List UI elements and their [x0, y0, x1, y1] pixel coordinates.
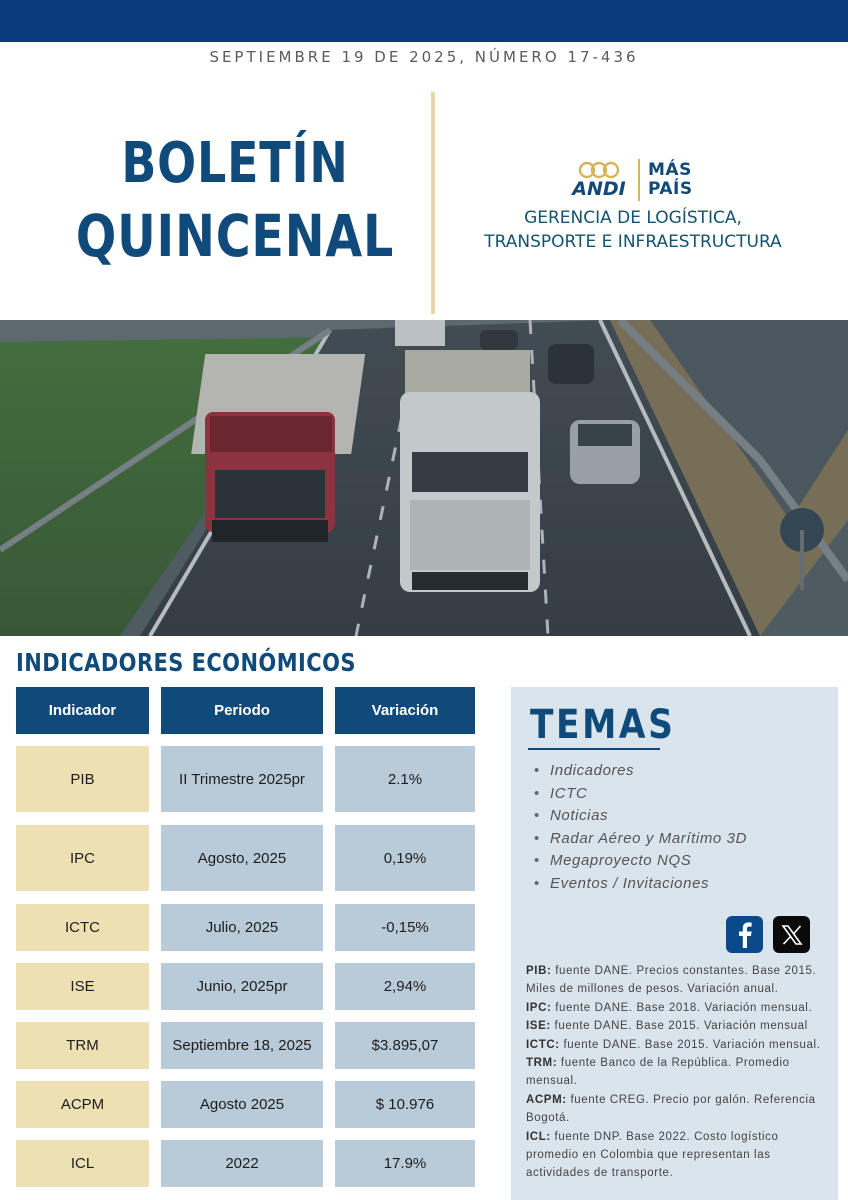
note-label: PIB:: [526, 965, 552, 977]
note-ictc: [526, 1036, 826, 1054]
note-label: ICL:: [526, 1130, 551, 1143]
note-text: fuente DNP. Base 2022. Costo logístico promedio en Colombia que representan las actividades de transporte.: [526, 1130, 779, 1180]
table-header-indicador: Indicador: [16, 687, 149, 734]
trucks-highway-photo-icon: [0, 320, 848, 636]
andi-mark-icon: [577, 161, 621, 179]
note-label: ACPM:: [526, 1093, 567, 1106]
issue-date-line: SEPTIEMBRE 19 DE 2025, NÚMERO 17-436: [209, 48, 639, 66]
hero-trucks-highway-image: [0, 320, 848, 636]
table-cell-periodo: Julio, 2025: [161, 904, 323, 951]
pais-logo-text: PAÍS: [648, 179, 693, 199]
note-text: fuente DANE. Base 2015. Variación mensual.: [559, 1038, 821, 1051]
temas-list: [550, 760, 747, 895]
mas-logo-text: MÁS: [648, 160, 692, 180]
note-pib: [526, 962, 826, 999]
temas-item-ictc[interactable]: • ICTC: [550, 783, 747, 806]
temas-item-noticias[interactable]: • Noticias: [550, 805, 747, 828]
table-cell-periodo: Septiembre 18, 2025: [161, 1022, 323, 1069]
table-header-variacion: Variación: [335, 687, 475, 734]
x-icon: [781, 924, 803, 946]
temas-underline: [528, 748, 660, 750]
table-cell-indicador: PIB: [16, 746, 149, 812]
andi-mas-pais-logo: [568, 158, 693, 202]
table-cell-indicador: ICTC: [16, 904, 149, 951]
note-text: fuente CREG. Precio por galón. Referencia Bogotá.: [526, 1093, 816, 1125]
note-text: fuente Banco de la República. Promedio mensual.: [526, 1057, 790, 1088]
logo-separator: [638, 159, 640, 201]
table-cell-variacion: 17.9%: [335, 1140, 475, 1187]
table-cell-variacion: $ 10.976: [335, 1081, 475, 1128]
note-label: ICTC:: [526, 1038, 560, 1051]
table-cell-periodo: Junio, 2025pr: [161, 963, 323, 1010]
temas-item-megaproyecto[interactable]: • Megaproyecto NQS: [550, 850, 747, 873]
table-cell-variacion: -0,15%: [335, 904, 475, 951]
table-cell-periodo: 2022: [161, 1140, 323, 1187]
table-cell-periodo: Agosto 2025: [161, 1081, 323, 1128]
bulletin-title: [40, 128, 430, 272]
indicadores-title: INDICADORES ECONÓMICOS: [16, 648, 356, 677]
table-cell-variacion: 2,94%: [335, 963, 475, 1010]
table-header-periodo: Periodo: [161, 687, 323, 734]
note-ise: [526, 1017, 826, 1035]
note-text: fuente DANE. Base 2015. Variación mensual: [550, 1020, 808, 1033]
title-line-1: BOLETÍN: [121, 131, 349, 196]
top-banner-bar: [0, 0, 848, 42]
table-cell-indicador: ACPM: [16, 1081, 149, 1128]
table-cell-periodo: Agosto, 2025: [161, 825, 323, 891]
table-cell-indicador: ISE: [16, 963, 149, 1010]
table-cell-variacion: 2.1%: [335, 746, 475, 812]
note-acpm: [526, 1091, 826, 1128]
note-label: TRM:: [526, 1057, 558, 1070]
note-text: fuente DANE. Base 2018. Variación mensual.: [551, 1001, 813, 1014]
facebook-icon: [734, 922, 756, 948]
table-cell-indicador: TRM: [16, 1022, 149, 1069]
table-cell-periodo: II Trimestre 2025pr: [161, 746, 323, 812]
gerencia-line-2: TRANSPORTE E INFRAESTRUCTURA: [484, 232, 782, 252]
temas-title: TEMAS: [530, 702, 676, 748]
source-notes: [526, 962, 826, 1183]
x-link[interactable]: [773, 916, 810, 953]
note-label: ISE:: [526, 1020, 551, 1033]
table-cell-variacion: 0,19%: [335, 825, 475, 891]
table-cell-variacion: $3.895,07: [335, 1022, 475, 1069]
temas-item-indicadores[interactable]: • Indicadores: [550, 760, 747, 783]
header-divider: [431, 92, 435, 314]
note-icl: [526, 1128, 826, 1183]
temas-item-radar[interactable]: • Radar Aéreo y Marítimo 3D: [550, 828, 747, 851]
table-cell-indicador: IPC: [16, 825, 149, 891]
note-ipc: [526, 999, 826, 1017]
note-trm: [526, 1054, 826, 1091]
note-text: fuente DANE. Precios constantes. Base 2015. Miles de millones de pesos. Variación anual.: [526, 965, 817, 996]
andi-logo: [568, 161, 630, 199]
note-label: IPC:: [526, 1001, 552, 1014]
mas-pais-logo: [648, 161, 693, 199]
gerencia-line-1: GERENCIA DE LOGÍSTICA,: [524, 208, 742, 228]
gerencia-name: [446, 206, 820, 254]
facebook-link[interactable]: [726, 916, 763, 953]
temas-item-eventos[interactable]: • Eventos / Invitaciones: [550, 873, 747, 896]
table-cell-indicador: ICL: [16, 1140, 149, 1187]
andi-logo-text: ANDI: [572, 178, 626, 200]
title-line-2: QUINCENAL: [75, 202, 395, 270]
